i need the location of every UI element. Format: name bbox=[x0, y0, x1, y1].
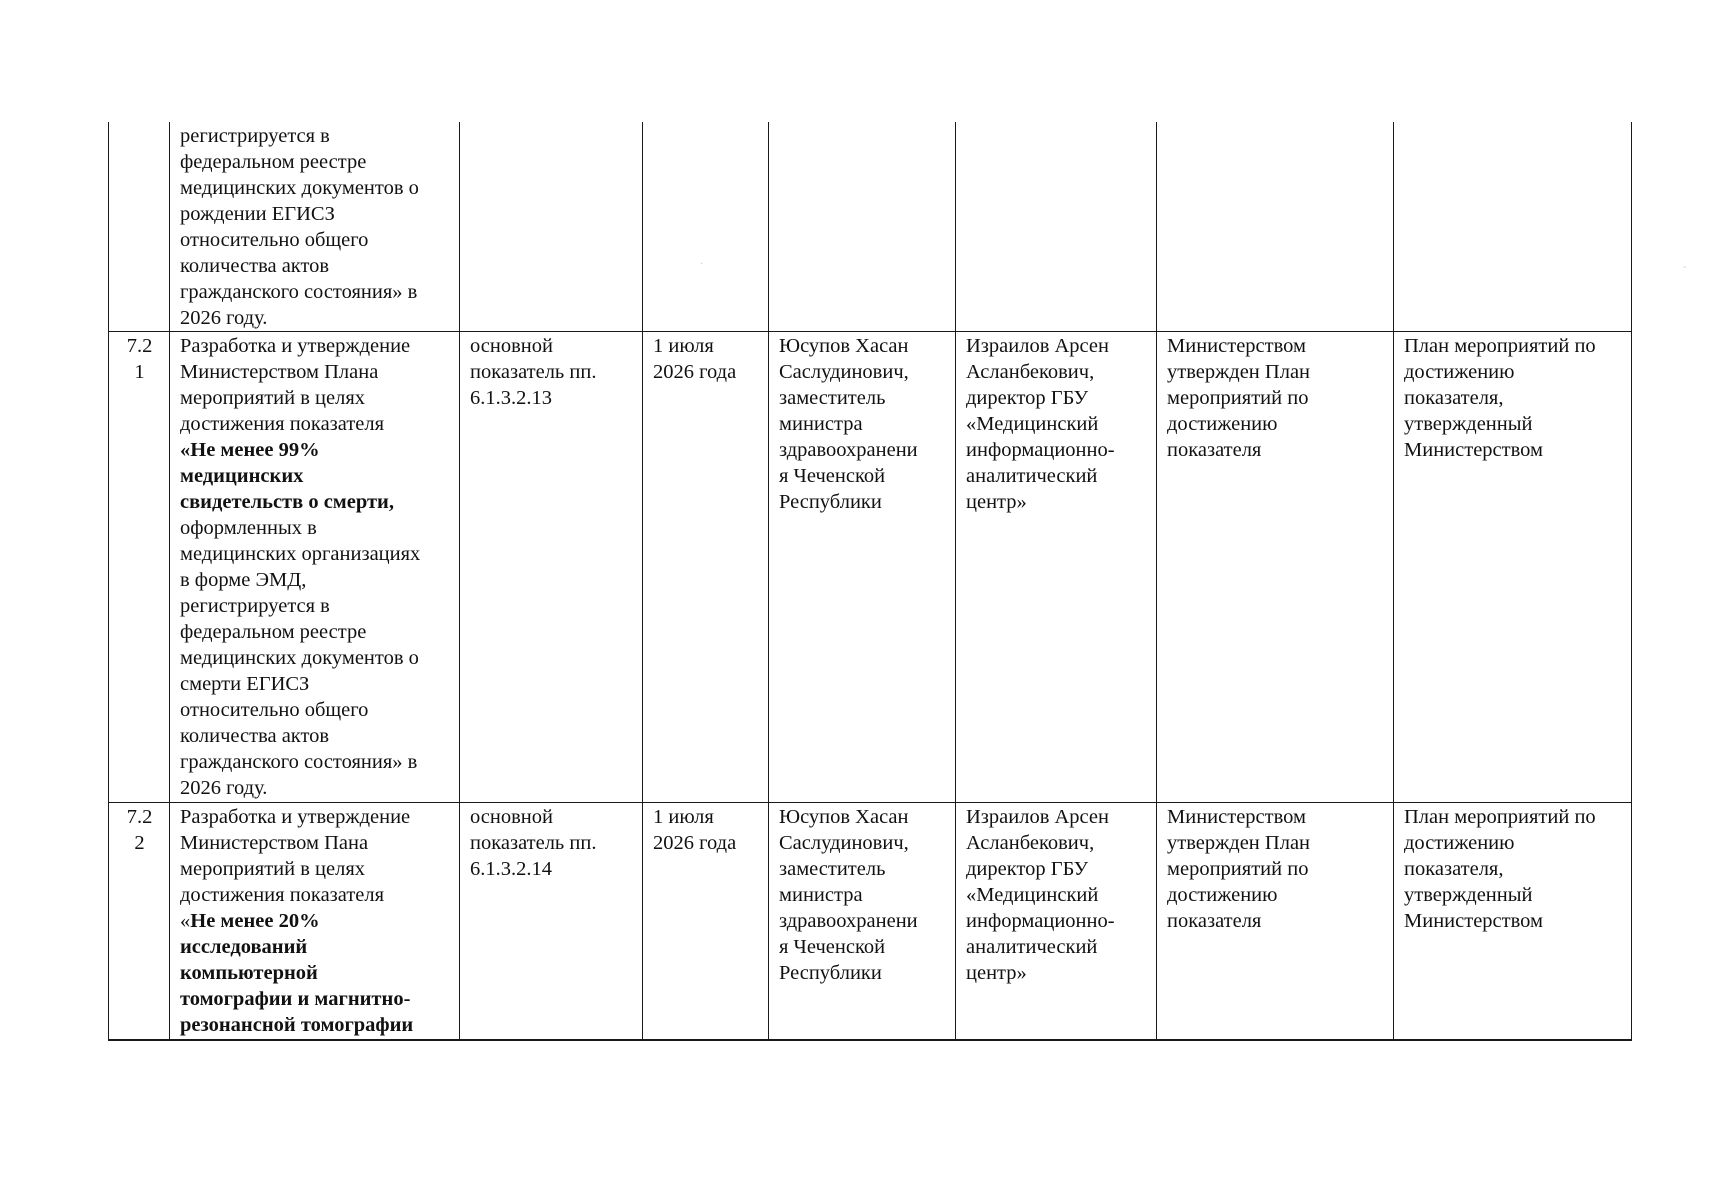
indicator-cell: основной показатель пп. 6.1.3.2.13 bbox=[460, 332, 643, 803]
item-number-cell bbox=[109, 332, 170, 803]
item-number-cell bbox=[109, 803, 170, 1040]
item-number-line: 7.2 bbox=[126, 806, 153, 828]
responsible-cell: Юсупов Хасан Саслудинович, заместитель министра здравоохранени я Чеченской Республики bbox=[769, 803, 956, 1040]
document-cell: План мероприятий по достижению показателя, утвержденный Министерством bbox=[1394, 332, 1632, 803]
item-number-cell bbox=[109, 122, 170, 332]
description-cell bbox=[170, 122, 460, 332]
executor-cell: Израилов Арсен Асланбекович, директор ГБУ «Медицинский информационно- аналитический центр» bbox=[956, 332, 1157, 803]
deadline-cell: 1 июля 2026 года bbox=[643, 803, 769, 1040]
description-text: Разработка и утверждение Министерством Плана мероприятий в целях достижения показателя bbox=[180, 335, 411, 435]
deadline-cell: 1 июля 2026 года bbox=[643, 332, 769, 803]
description-bold-text: «Не менее 99% медицинских свидетельств о смерти, bbox=[180, 439, 394, 513]
indicator-cell: основной показатель пп. 6.1.3.2.14 bbox=[460, 803, 643, 1040]
table-row bbox=[109, 332, 1632, 803]
executor-cell bbox=[956, 122, 1157, 332]
description-cell bbox=[170, 803, 460, 1040]
result-cell: Министерством утвержден План мероприятий по достижению показателя bbox=[1157, 803, 1394, 1040]
description-cell bbox=[170, 332, 460, 803]
responsible-cell bbox=[769, 122, 956, 332]
item-number-line: 7.2 bbox=[126, 335, 153, 357]
description-bold-text: Не менее 20% исследований компьютерной томографии и магнитно- резонансной томографии bbox=[180, 910, 414, 1036]
description-text: Разработка и утверждение Министерством Пана мероприятий в целях достижения показателя « bbox=[180, 806, 411, 932]
result-cell bbox=[1157, 122, 1394, 332]
document-cell bbox=[1394, 122, 1632, 332]
indicator-cell bbox=[460, 122, 643, 332]
result-cell: Министерством утвержден План мероприятий по достижению показателя bbox=[1157, 332, 1394, 803]
table-row bbox=[109, 803, 1632, 1040]
scan-speck: · bbox=[700, 258, 704, 269]
executor-cell: Израилов Арсен Асланбекович, директор ГБУ «Медицинский информационно- аналитический центр» bbox=[956, 803, 1157, 1040]
description-text: оформленных в медицинских организациях в форме ЭМД, регистрируется в федеральном реестре медицинских документов о смерти ЕГИСЗ относительно общего количества актов гражданского состояния» в 2026 году. bbox=[180, 517, 421, 799]
scan-speck: - bbox=[1683, 262, 1687, 273]
plan-table bbox=[108, 122, 1632, 1041]
deadline-cell bbox=[643, 122, 769, 332]
document-cell: План мероприятий по достижению показателя, утвержденный Министерством bbox=[1394, 803, 1632, 1040]
responsible-cell: Юсупов Хасан Саслудинович, заместитель министра здравоохранени я Чеченской Республики bbox=[769, 332, 956, 803]
table-row bbox=[109, 122, 1632, 332]
description-text: регистрируется в федеральном реестре медицинских документов о рождении ЕГИСЗ относительно общего количества актов гражданского состояния» в 2026 году. bbox=[180, 125, 419, 329]
item-number-line: 2 bbox=[134, 832, 145, 854]
item-number-line: 1 bbox=[134, 361, 145, 383]
